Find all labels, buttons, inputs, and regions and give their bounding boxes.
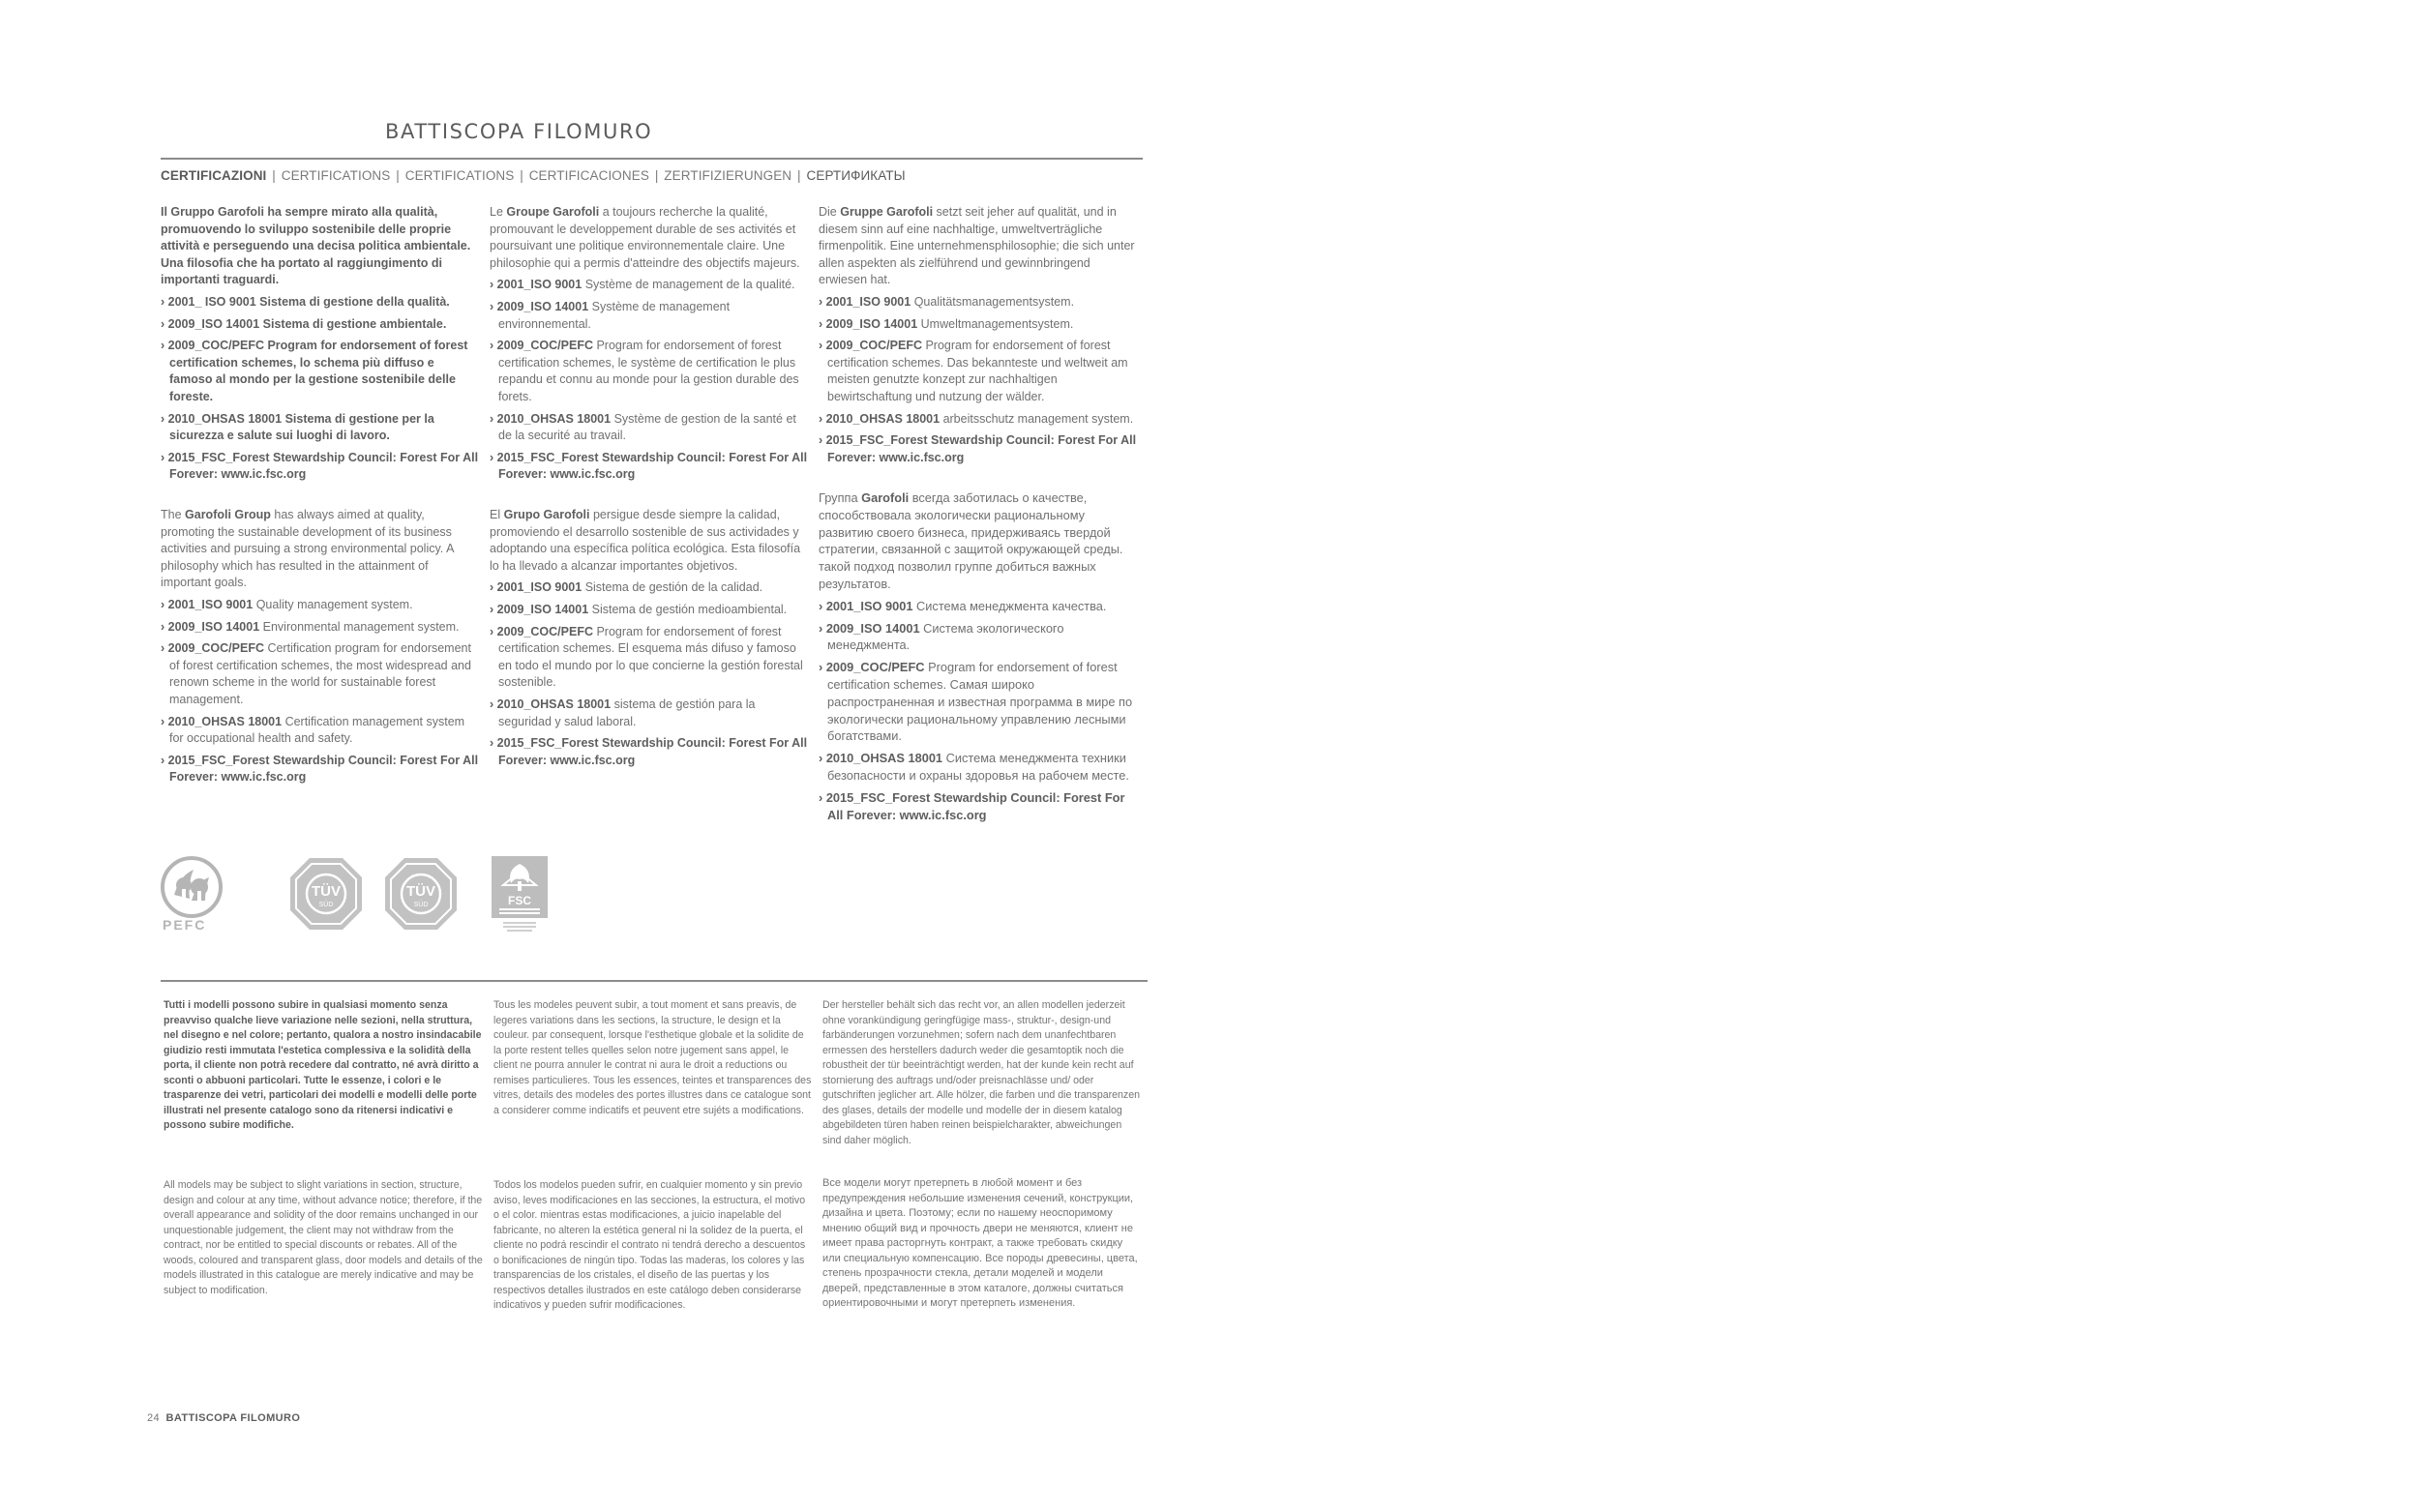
cert-item: › 2009_COC/PEFC Program for endorsement of forest certification schemes. El esquema más difuso y famoso en todo el mundo por lo que concierne la gestión forestal sostenible. — [490, 624, 803, 690]
intro-ru: Группа Garofoli всегда заботилась о качестве, способствовала экологически рациональному развитию своего бизнеса, придерживаясь твердой стратегии, связанной с защитой окружающей среды. такой подход позволил группе добиться важных результатов. — [819, 490, 1123, 591]
pefc-logo-icon — [161, 856, 238, 934]
cert-block-de — [819, 204, 1138, 471]
disclaimer-es: Todos los modelos pueden sufrir, en cualquier momento y sin previo aviso, leves modificaciones en las secciones, la estructura, el motivo o el color. mientras estas modificaciones, a juicio inapelable del fabricante, no alteren la estética general ni la solidez de la puerta, el cliente no podrá rescindir el contrato ni tendrá derecho a descuentos o bonificaciones de ningún tipo. Todas las maderas, los colores y las transparencias de los cristales, el diseño de las puertas y los respectivos detalles ilustrados en este catálogo deben considerarse indicativos y pueden sufrir modificaciones. — [493, 1179, 806, 1311]
cert-item: › 2001_ISO 9001 Qualitätsmanagementsystem. — [819, 294, 1075, 309]
cert-item: › 2001_ISO 9001 Système de management de la qualité. — [490, 278, 795, 292]
intro-en: The Garofoli Group has always aimed at quality, promoting the sustainable development of its business activities and pursuing a strong environmental policy. A philosophy which has resulted in the attainment of important goals. — [161, 508, 454, 590]
cert-block-ru — [819, 489, 1138, 828]
cert-item: › 2001_ISO 9001 Quality management system. — [161, 597, 413, 611]
cert-block-es — [490, 507, 809, 774]
disclaimer-de: Der hersteller behält sich das recht vor, an allen modellen jederzeit ohne vorankündigung geringfügige mass-, struktur-, design-und farbänderungen vorzunehmen; sofern nach dem unanfechtbaren ermessen des herstellers dadurch weder die gesamtoptik noch die robustheit der tür beeinträchtigt werden, hat der kunde kein recht auf stornierung des auftrags und/oder preisnachlässe und/ oder gutschriften jeglicher art. Alle hölzer, die farben und die transparenzen des glases, details der modelle und modelle der in diesem katalog abgebildeten türen haben reinen beispielcharakter, abweichungen sind daher möglich. — [822, 999, 1141, 1146]
cert-item: › 2010_OHSAS 18001 arbeitsschutz management system. — [819, 411, 1134, 426]
cert-item: › 2015_FSC_Forest Stewardship Council: Forest For All Forever: www.ic.fsc.org — [819, 433, 1137, 464]
cert-item: › 2001_ISO 9001 Sistema de gestión de la calidad. — [490, 580, 763, 595]
cert-item: › 2009_COC/PEFC Program for endorsement of forest certification schemes. Самая широко распространенная и известная программа в мире по экологически рациональному управлению лесными богатствами. — [819, 660, 1133, 744]
cert-item: › 2015_FSC_Forest Stewardship Council: Forest For All Forever: www.ic.fsc.org — [161, 753, 479, 785]
certification-logos — [161, 856, 567, 953]
intro-fr: Le Groupe Garofoli a toujours recherche la qualité, promouvant le developpement durable de ses activités et poursuivant une politique environnementale claire. Une philosophie qui a permis d'atteindre des objectifs majeurs. — [490, 205, 800, 270]
cert-item: › 2015_FSC_Forest Stewardship Council: Forest For All Forever: www.ic.fsc.org — [819, 789, 1125, 822]
bottom-divider — [161, 980, 1148, 982]
svg-text:PEFC: PEFC — [163, 917, 207, 933]
cert-item: › 2009_COC/PEFC Program for endorsement of forest certification schemes. Das bekannteste und weltweit am meisten genutzte konzept zur nachhaltigen bewirtschaftung und nutzung der wälder. — [819, 339, 1128, 403]
intro-it: Il Gruppo Garofoli ha sempre mirato alla qualità, promuovendo lo sviluppo sostenibile delle proprie attività e perseguendo una decisa politica ambientale. Una filosofia che ha portato al raggiungimento di importanti traguardi. — [161, 205, 471, 287]
cert-item: › 2001_ ISO 9001 Sistema di gestione della qualità. — [161, 294, 450, 309]
svg-text:SÜD: SÜD — [413, 902, 429, 908]
cert-item: › 2015_FSC_Forest Stewardship Council: Forest For All Forever: www.ic.fsc.org — [161, 450, 479, 482]
cert-item: › 2010_OHSAS 18001 Certification management system for occupational health and safety. — [161, 714, 465, 746]
cert-item: › 2015_FSC_Forest Stewardship Council: Forest For All Forever: www.ic.fsc.org — [490, 736, 808, 767]
disclaimer-en: All models may be subject to slight variations in section, structure, design and colour at any time, without advance notice; therefore, if the overall appearance and solidity of the door remains unchanged in our unquestionable judgement, the client may not withdraw from the contract, nor be entitled to special discounts or rebates. All of the woods, coloured and transparent glass, door models and details of the models illustrated in this catalogue are merely indicative and may be subject to modification. — [164, 1179, 483, 1296]
disclaimer-fr: Tous les modeles peuvent subir, a tout moment et sans preavis, de legeres variations dans les sections, la structure, le design et la couleur. par consequent, lorsque l'esthetique globale et la solidite de la porte restent telles quelles selon notre jugement sans appel, le client ne pourra annuler le contrat ni aura le droit a reductions ou remises particulieres. Tous les essences, teintes et transparences des vitres, details des modeles des portes illustres dans ce catalogue sont a considerer comme indicatifs et peuvent etre sujéts a modifications. — [493, 999, 812, 1116]
intro-es: El Grupo Garofoli persigue desde siempre la calidad, promoviendo el desarrollo sostenible de sus actividades y adoptando una específica política ecológica. Esta filosofía lo ha llevado a alcanzar importantes objetivos. — [490, 508, 801, 573]
cert-item: › 2010_OHSAS 18001 sistema de gestión para la seguridad y salud laboral. — [490, 697, 756, 728]
cert-item: › 2015_FSC_Forest Stewardship Council: Forest For All Forever: www.ic.fsc.org — [490, 450, 808, 482]
cert-item: › 2010_OHSAS 18001 Système de gestion de la santé et de la securité au travail. — [490, 411, 796, 443]
cert-item: › 2009_COC/PEFC Program for endorsement of forest certification schemes, le système de certification le plus repandu et connu au monde pour la gestion durable des forets. — [490, 339, 799, 403]
fsc-logo-icon — [490, 856, 552, 943]
cert-block-it — [161, 204, 480, 489]
svg-text:FSC: FSC — [508, 894, 531, 907]
cert-item: › 2009_ISO 14001 Environmental management system. — [161, 619, 460, 634]
disclaimer-ru: Все модели могут претерпеть в любой момент и без предупреждения небольшие изменения сечений, конструкции, дизайна и цвета. Поэтому; если по нашему неоспоримому мнению общий вид и прочность двери не меняются, клиент не имеет права расторгнуть контракт, а также требовать скидку или специальную компенсацию. Все породы древесины, цвета, степень прозрачности стекла, детали моделей и модели дверей, представленные в этом каталоге, должны считаться ориентировочными и могут претерпеть изменения. — [822, 1177, 1138, 1309]
cert-item: › 2009_COC/PEFC Certification program for endorsement of forest certification schemes, the most widespread and renown scheme in the world for sustainable forest management. — [161, 641, 471, 706]
cert-item: › 2009_ISO 14001 Sistema di gestione ambientale. — [161, 316, 447, 331]
svg-text:SÜD: SÜD — [318, 902, 334, 908]
cert-label-fr: CERTIFICATIONS — [404, 168, 515, 183]
cert-item: › 2009_ISO 14001 Система экологического менеджмента. — [819, 620, 1064, 653]
cert-block-fr — [490, 204, 809, 489]
cert-item: › 2009_COC/PEFC Program for endorsement of forest certification schemes, lo schema più diffuso e famoso al mondo per la gestione sostenibile delle foreste. — [161, 339, 468, 403]
intro-de: Die Gruppe Garofoli setzt seit jeher auf qualität, und in diesem sinn auf eine nachhaltige, umweltverträgliche firmenpolitik. Eine unternehmensphilosophie; die sich unter allen aspekten als zielführend und gewinnbringend erwiesen hat. — [819, 205, 1135, 287]
cert-item: › 2010_OHSAS 18001 Sistema di gestione per la sicurezza e salute sui luoghi di lavoro. — [161, 411, 434, 443]
page-number: 24 — [147, 1412, 161, 1424]
cert-label-en: CERTIFICATIONS — [281, 168, 391, 183]
svg-text:TÜV: TÜV — [312, 883, 341, 900]
cert-label-de: ZERTIFIZIERUNGEN — [664, 168, 792, 183]
certifications-header: CERTIFICAZIONI | CERTIFICATIONS | CERTIFICATIONS | CERTIFICACIONES | ZERTIFIZIERUNGEN | СЕРТИФИКАТЫ — [161, 168, 906, 183]
cert-label-es: CERTIFICACIONES — [528, 168, 649, 183]
page-footer — [147, 1412, 300, 1424]
footer-title: BATTISCOPA FILOMURO — [165, 1412, 301, 1424]
tuv-sud-logo-icon — [383, 856, 459, 934]
cert-label-it: CERTIFICAZIONI — [161, 168, 267, 183]
cert-block-en — [161, 507, 480, 791]
cert-item: › 2001_ISO 9001 Система менеджмента качества. — [819, 598, 1107, 613]
top-divider — [161, 158, 1143, 160]
page-title: BATTISCOPA FILOMURO — [385, 120, 653, 143]
cert-item: › 2010_OHSAS 18001 Система менеджмента техники безопасности и охраны здоровья на рабочем месте. — [819, 751, 1129, 783]
cert-label-ru: СЕРТИФИКАТЫ — [806, 168, 906, 183]
svg-text:TÜV: TÜV — [406, 883, 435, 900]
cert-item: › 2009_ISO 14001 Umweltmanagementsystem. — [819, 316, 1074, 331]
cert-item: › 2009_ISO 14001 Sistema de gestión medioambiental. — [490, 602, 788, 616]
tuv-sud-logo-icon — [288, 856, 364, 934]
cert-item: › 2009_ISO 14001 Système de management environnemental. — [490, 299, 731, 331]
disclaimer-it: Tutti i modelli possono subire in qualsiasi momento senza preavviso qualche lieve variazione nelle sezioni, nella struttura, nel disegno e nel colore; pertanto, qualora a nostro insindacabile giudizio resti immutata l'estetica complessiva e la solidità della porta, il cliente non potrà recedere dal contratto, né avrà diritto a sconti o abbuoni particolari. Tutte le essenze, i colori e le trasparenze dei vetri, particolari dei modelli e modelli delle porte illustrati nel presente catalogo sono da ritenersi indicativi e possono subire modifiche. — [164, 999, 482, 1131]
